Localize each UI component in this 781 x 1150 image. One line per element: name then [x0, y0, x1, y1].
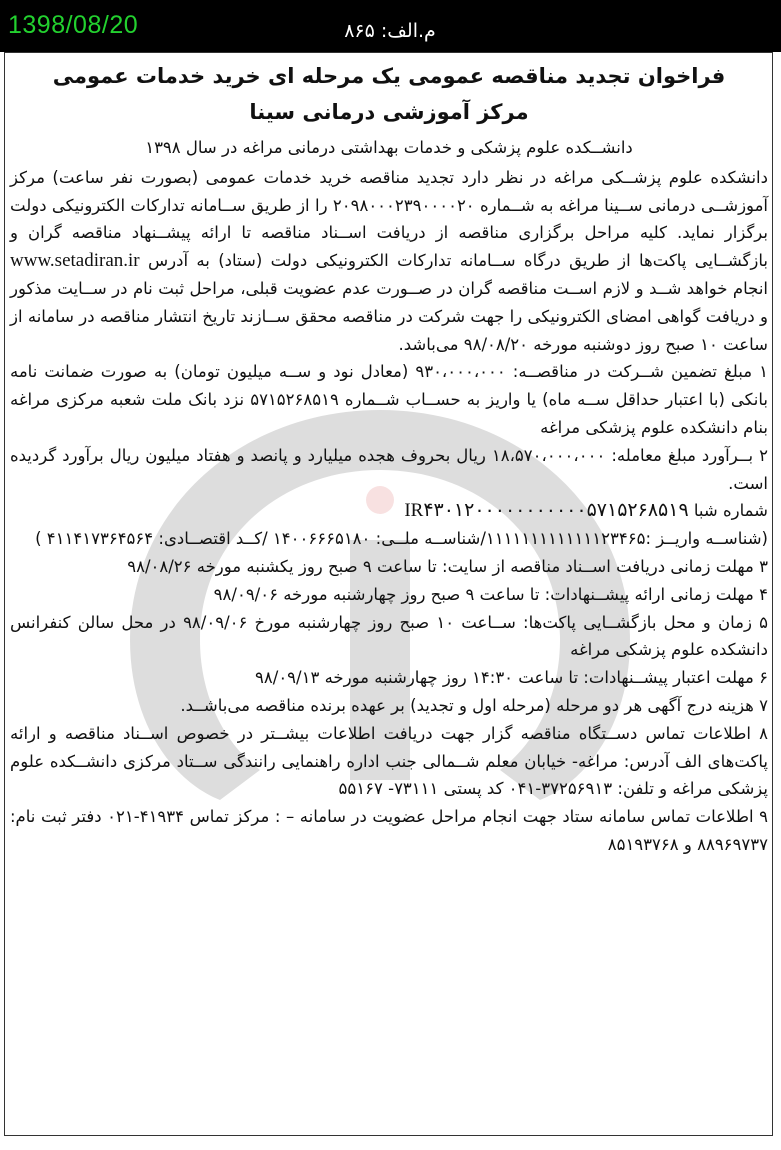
list-item-guarantee: ۱ مبلغ تضمین شــرکت در مناقصــه: ۹۳۰،۰۰۰،۰۰۰ (معادل نود و ســه میلیون تومان) به صورت ضمانت نامه بانکی (با اعتبار حداقل ســه ماه) یا واریز به حســاب شــماره ۵۷۱۵۲۶۸۵۱۹ نزد بانک ملت شعبه مرکزی مراغه بنام دانشکده علوم پزشکی مراغه: [10, 362, 768, 437]
list-item-opening: ۵ زمان و محل بازگشــایی پاکت‌ها: ســاعت ۱۰ صبح روز چهارشنبه مورخ ۹۸/۰۹/۰۶ در محل سالن کنفرانس دانشکده علوم پزشکی مراغه: [10, 612, 769, 660]
intro-paragraph: [10, 164, 768, 359]
list-item-bid-deadline: ۴ مهلت زمانی ارائه پیشــنهادات: تا ساعت ۹ صبح روز چهارشنبه مورخه ۹۸/۰۹/۰۶: [213, 584, 768, 604]
intro-text-b: انجام خواهد شــد و لازم اســت مناقصه گران در صــورت عدم عضویت قبلی، مراحل ثبت نام در ســایت مذکور و دریافت گواهی امضای الکترونیکی را جهت شرکت در مناقصه محقق ســازند تاریخ انتشار مناقصه در سامانه از ساعت ۱۰ صبح روز دوشنبه مورخه ۹۸/۰۸/۲۰ می‌باشد.: [10, 278, 768, 354]
intro-text-a: دانشکده علوم پزشــکی مراغه در نظر دارد تجدید مناقصه خرید خدمات عمومی (بصورت نفر ساعت) مرکز آموزشــی درمانی ســینا مراغه به شــماره ۲۰۹۸۰۰۰۲۳۹۰۰۰۰۲۰ را از طریق ســامانه تدارکات الکترونیکی دولت برگزار نماید. کلیه مراحل برگزاری مناقصه از دریافت اســناد مناقصه تا ارائه پیشــنهاد مناقصه گران و بازگشــایی پاکت‌ها از طریق درگاه ســامانه تدارکات الکترونیکی دولت (ستاد) به آدرس: [10, 167, 768, 271]
list-item-contact: ۸ اطلاعات تماس دســتگاه مناقصه گزار جهت دریافت اطلاعات بیشــتر در خصوص اســناد مناقصه و ارائه پاکت‌های الف آدرس: مراغه- خیابان معلم شــمالی جنب اداره راهنمایی رانندگی ســتاد مرکزی دانشــکده علوم پزشکی مراغه و تلفن: ۳۷۲۵۶۹۱۳-۰۴۱ کد پستی ۷۳۱۱۱- ۵۵۱۶۷: [10, 723, 768, 799]
sheba-number: ۴۳۰۱۲۰۰۰۰۰۰۰۰۰۰۰۵۷۱۵۲۶۸۵۱۹: [423, 499, 689, 522]
notice-body: [10, 58, 768, 859]
list-item-ad-cost: ۷ هزینه درج آگهی هر دو مرحله (مرحله اول و تجدید) بر عهده برنده مناقصه می‌باشــد.: [180, 695, 768, 715]
list-item-estimate: ۲ بــرآورد مبلغ معامله: ۱۸،۵۷۰،۰۰۰،۰۰۰ ریال بحروف هجده میلیارد و پانصد و هفتاد میلیون ریال برآورد گردیده است.: [10, 445, 768, 493]
notice-organization: مرکز آموزشی درمانی سینا: [249, 100, 529, 124]
ad-number: م.الف: ۸۶۵: [344, 20, 436, 42]
list-item-validity: ۶ مهلت اعتبار پیشــنهادات: تا ساعت ۱۴:۳۰ روز چهارشنبه مورخه ۹۸/۰۹/۱۳: [255, 668, 768, 688]
sheba-prefix: IR: [404, 500, 424, 522]
sheba-line: [10, 497, 768, 525]
list-item-document-deadline: ۳ مهلت زمانی دریافت اســناد مناقصه از سایت: تا ساعت ۹ صبح روز یکشنبه مورخه ۹۸/۰۸/۲۶: [127, 556, 768, 576]
list-item-setad-contact: ۹ اطلاعات تماس سامانه ستاد جهت انجام مراحل عضویت در سامانه – : مرکز تماس ۴۱۹۳۴-۰۲۱ دفتر ثبت نام: ۸۸۹۶۹۷۳۷ و ۸۵۱۹۳۷۶۸: [10, 807, 768, 854]
website-link[interactable]: www.setadiran.ir: [10, 250, 140, 272]
sheba-label: شماره شبا: [693, 501, 768, 521]
publish-date: 1398/08/20: [8, 11, 139, 39]
header-bar: [0, 0, 781, 52]
notice-title: فراخوان تجدید مناقصه عمومی یک مرحله ای خرید خدمات عمومی: [52, 64, 726, 88]
payment-ids: (شناســه واریــز :۱۱۱۱۱۱۱۱۱۱۱۱۱۲۳۴۶۵/شناســه ملــی: ۱۴۰۰۶۶۶۵۱۸۰ /کــد اقتصــادی: ۴۱۱۴۱۷۳۶۴۵۶۴ ): [35, 529, 768, 549]
notice-subtitle: دانشــکده علوم پزشکی و خدمات بهداشتی درمانی مراغه در سال ۱۳۹۸: [145, 138, 633, 157]
